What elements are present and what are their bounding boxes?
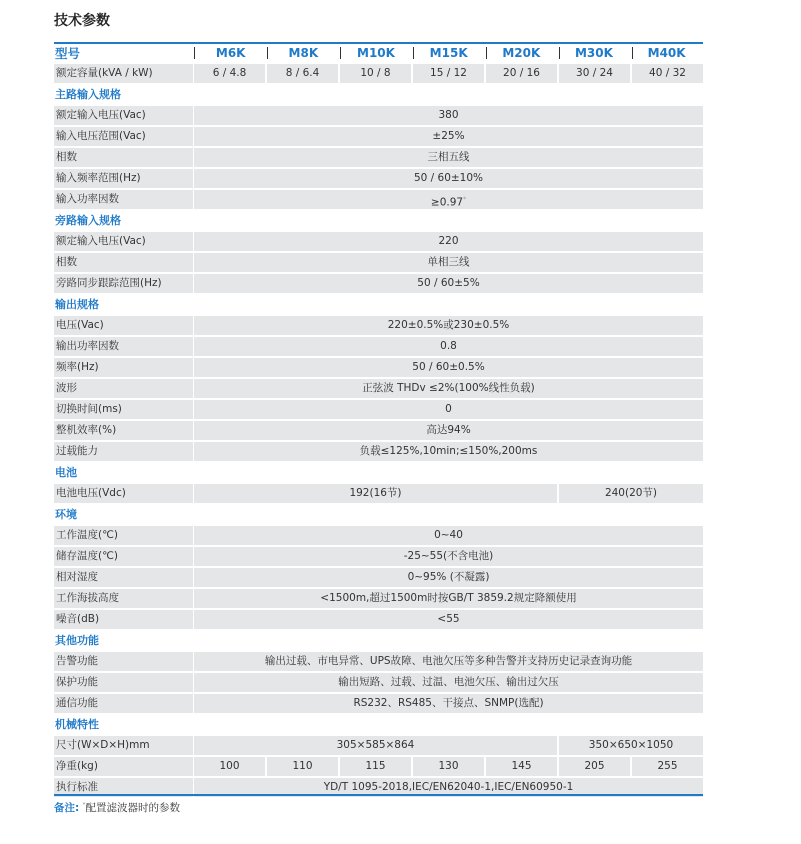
row-label: 执行标准: [54, 778, 193, 797]
footnote-mark: *: [82, 801, 86, 809]
row-label: 保护功能: [54, 673, 193, 692]
row-value: [194, 400, 703, 419]
section-heading: 电池: [55, 466, 77, 479]
footnote-mark: *: [463, 196, 467, 203]
table-row: [54, 484, 703, 503]
table-row: [54, 547, 703, 566]
header-separator: [559, 47, 560, 59]
table-row: [54, 253, 703, 272]
row-value-text: 输出短路、过载、过温、电池欠压、输出过欠压: [338, 676, 559, 688]
row-value-text: 220±0.5%或230±0.5%: [387, 319, 510, 331]
row-value: [194, 568, 703, 587]
row-value: [194, 589, 703, 608]
row-value-text: 30 / 24: [576, 67, 613, 79]
table-row: [54, 232, 703, 251]
row-value: [267, 757, 338, 776]
row-value-text: -25~55(不含电池): [403, 550, 494, 562]
row-value-text: 145: [511, 760, 532, 772]
row-label: 输入频率范围(Hz): [54, 169, 193, 188]
table-row: [54, 526, 703, 545]
row-value: [194, 190, 703, 209]
header-model: M15K: [429, 46, 468, 60]
row-label: 过载能力: [54, 442, 193, 461]
row-value-text: 50 / 60±0.5%: [412, 361, 485, 373]
row-value-text: 100: [219, 760, 240, 772]
row-value-text: 10 / 8: [360, 67, 391, 79]
table-row: [54, 148, 703, 167]
section-heading: 环境: [55, 508, 77, 521]
row-value: [267, 64, 338, 83]
row-value-text: 20 / 16: [503, 67, 540, 79]
row-value: [559, 484, 703, 503]
row-label: 额定容量(kVA / kW): [54, 64, 193, 83]
row-label: 输出功率因数: [54, 337, 193, 356]
row-value-text: <1500m,超过1500m时按GB/T 3859.2规定降额使用: [320, 592, 577, 604]
row-value: [194, 169, 703, 188]
row-value-text: ±25%: [432, 130, 465, 142]
section-heading: 输出规格: [55, 298, 99, 311]
header-separator: [486, 47, 487, 59]
section-heading: 机械特性: [55, 718, 99, 731]
row-value: [632, 757, 703, 776]
spec-table: [54, 42, 703, 797]
footnote-label: 备注:: [54, 802, 80, 814]
row-value: [194, 694, 703, 713]
table-row: [54, 421, 703, 440]
header-model: M6K: [215, 46, 246, 60]
row-value: [194, 64, 265, 83]
section-heading: 主路输入规格: [55, 88, 121, 101]
table-row: [54, 757, 703, 776]
section-heading: 其他功能: [55, 634, 99, 647]
table-row: [54, 274, 703, 293]
row-value-text: 15 / 12: [430, 67, 467, 79]
row-label: 波形: [54, 379, 193, 398]
header-model: M10K: [357, 46, 395, 60]
row-value-text: 8 / 6.4: [285, 67, 320, 79]
row-label: 相对湿度: [54, 568, 193, 587]
footnote-text: 配置滤波器时的参数: [85, 802, 181, 814]
row-label: 旁路同步跟踪范围(Hz): [54, 274, 193, 293]
header-separator: [194, 47, 195, 59]
section-heading: 旁路输入规格: [55, 214, 121, 227]
row-value: [194, 736, 557, 755]
table-row: [54, 106, 703, 125]
row-value-text: 单相三线: [427, 256, 470, 268]
table-row: [54, 190, 703, 209]
row-value: [194, 484, 557, 503]
row-value-text: 380: [438, 109, 459, 121]
row-value: [194, 421, 703, 440]
row-value: [486, 64, 557, 83]
row-value: [194, 106, 703, 125]
row-value: [340, 64, 411, 83]
row-label: 告警功能: [54, 652, 193, 671]
row-value: [413, 64, 484, 83]
row-label: 额定输入电压(Vac): [54, 106, 193, 125]
table-row: [54, 379, 703, 398]
row-value: [194, 316, 703, 335]
row-value: [194, 148, 703, 167]
row-value-text: 高达94%: [426, 424, 471, 436]
row-label: 净重(kg): [54, 757, 193, 776]
row-value-text: 0: [445, 403, 452, 415]
row-value-text: 192(16节): [349, 487, 402, 499]
table-row: [54, 400, 703, 419]
row-value: [194, 673, 703, 692]
row-value-text: 0~95% (不凝露): [407, 571, 490, 583]
row-value: [486, 757, 557, 776]
table-bottom-rule: [54, 794, 703, 796]
row-label: 噪音(dB): [54, 610, 193, 629]
row-label: 工作海拔高度: [54, 589, 193, 608]
table-row: [54, 169, 703, 188]
row-value-text: <55: [437, 613, 460, 625]
header-model: M40K: [647, 46, 686, 60]
row-value-text: YD/T 1095-2018,IEC/EN62040-1,IEC/EN60950-1: [323, 781, 574, 793]
page-title: 技术参数: [54, 13, 110, 29]
row-value: [194, 253, 703, 272]
row-value: [194, 757, 265, 776]
row-value: [559, 736, 703, 755]
row-value-text: 350×650×1050: [588, 739, 674, 751]
row-label: 输入功率因数: [54, 190, 193, 209]
table-row: [54, 442, 703, 461]
row-value: [194, 442, 703, 461]
header-model: M30K: [574, 46, 613, 60]
table-row: [54, 589, 703, 608]
row-value-text: 255: [657, 760, 678, 772]
row-value: [413, 757, 484, 776]
table-row: [54, 694, 703, 713]
row-value-text: 6 / 4.8: [212, 67, 247, 79]
row-value-text: 三相五线: [427, 151, 470, 163]
row-value-text: 205: [584, 760, 605, 772]
row-label: 整机效率(%): [54, 421, 193, 440]
footnote: [54, 800, 180, 815]
table-row: [54, 673, 703, 692]
row-value-text: 50 / 60±10%: [413, 172, 484, 184]
row-value: [194, 526, 703, 545]
table-header: [54, 42, 703, 62]
row-value: [632, 64, 703, 83]
header-separator: [267, 47, 268, 59]
header-model: M8K: [288, 46, 319, 60]
row-label: 相数: [54, 253, 193, 272]
row-value-text: 115: [365, 760, 386, 772]
row-value-text: RS232、RS485、干接点、SNMP(选配): [353, 697, 544, 709]
row-label: 电池电压(Vdc): [54, 484, 193, 503]
header-separator: [413, 47, 414, 59]
row-value: [194, 652, 703, 671]
header-separator: [632, 47, 633, 59]
row-value: [194, 274, 703, 293]
row-value-text: 110: [292, 760, 313, 772]
row-value: [194, 379, 703, 398]
row-value-text: 负载≤125%,10min;≤150%,200ms: [359, 445, 538, 457]
row-label: 相数: [54, 148, 193, 167]
row-value-text: 0~40: [434, 529, 463, 541]
row-value-text: 305×585×864: [336, 739, 415, 751]
row-label: 额定输入电压(Vac): [54, 232, 193, 251]
row-label: 通信功能: [54, 694, 193, 713]
table-row: [54, 64, 703, 83]
row-value: [194, 232, 703, 251]
row-value-text: 240(20节): [604, 487, 658, 499]
row-value: [559, 757, 630, 776]
table-row: [54, 127, 703, 146]
row-value: [340, 757, 411, 776]
header-separator: [340, 47, 341, 59]
table-row: [54, 652, 703, 671]
header-label: 型号: [55, 46, 81, 61]
table-row: [54, 610, 703, 629]
row-label: 电压(Vac): [54, 316, 193, 335]
row-value-text: 0.8: [440, 340, 457, 352]
row-value-text: 220: [438, 235, 459, 247]
row-value-text: 40 / 32: [649, 67, 686, 79]
row-label: 尺寸(W×D×H)mm: [54, 736, 193, 755]
row-value-text: ≥0.97: [430, 196, 464, 209]
row-value: [194, 127, 703, 146]
row-value-text: 130: [438, 760, 459, 772]
row-value: [194, 337, 703, 356]
row-label: 储存温度(℃): [54, 547, 193, 566]
table-row: [54, 316, 703, 335]
row-value-text: 50 / 60±5%: [417, 277, 480, 289]
row-value: [194, 358, 703, 377]
table-row: [54, 568, 703, 587]
row-label: 切换时间(ms): [54, 400, 193, 419]
table-row: [54, 736, 703, 755]
row-value: [194, 610, 703, 629]
row-label: 频率(Hz): [54, 358, 193, 377]
table-row: [54, 337, 703, 356]
row-value: [194, 547, 703, 566]
row-label: 输入电压范围(Vac): [54, 127, 193, 146]
row-value-text: 正弦波 THDv ≤2%(100%线性负载): [362, 382, 535, 394]
row-value-text: 输出过载、市电异常、UPS故障、电池欠压等多种告警并支持历史记录查询功能: [264, 655, 633, 667]
header-model: M20K: [502, 46, 541, 60]
table-row: [54, 358, 703, 377]
row-label: 工作温度(℃): [54, 526, 193, 545]
row-value: [559, 64, 630, 83]
